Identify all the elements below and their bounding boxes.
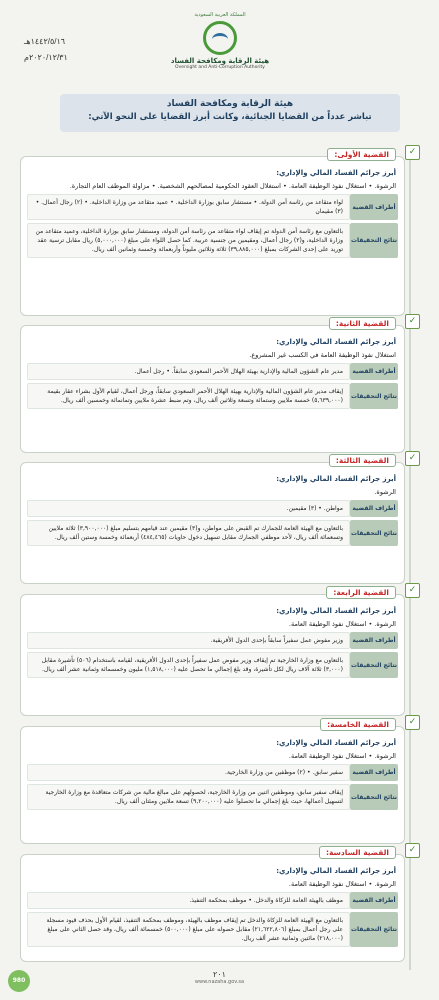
crimes-heading: أبرز جرائم الفساد المالي والإداري: <box>276 475 396 483</box>
page-number: ٢٠١ <box>213 970 226 979</box>
results-label: نتائج التحقيقات <box>350 784 398 810</box>
crimes-list: الرشوة. • استغلال نفوذ الوظيفة العامة. <box>288 620 396 628</box>
parties-value: سفير سابق. • (٢) موظفين من وزارة الخارجية. <box>27 764 350 781</box>
case-card <box>20 717 417 844</box>
banner-title: هيئة الرقابة ومكافحة الفساد <box>166 99 294 109</box>
date-hijri: ١٤٤٢/٥/١٦هـ <box>24 37 66 46</box>
case-card <box>20 147 417 316</box>
case-title: القضية السادسة: <box>319 846 396 859</box>
checkbox-icon: ✓ <box>405 843 420 858</box>
results-value: بالتعاون مع الهيئة العامة للزكاة والدخل تم إيقاف موظف بالهيئة، وموظف بمحكمة التنفيذ، لقيام الأول بحذف قيود مسجلة على رجل أعمال بمبلغ (٢١,٦٢٢,٨٠٦) مقابل حصوله على مبلغ (٥٠٠,٠٠٠) خمسمائة ألف ريال، وقد حصل الثاني على مبلغ (٢١٨,٠٠٠) مائتين وثمانية عشر ألف ريال. <box>27 912 350 947</box>
parties-value: لواء متقاعد من رئاسة أمن الدولة. • مستشار سابق بوزارة الداخلية. • عميد متقاعد من وزارة الداخلية. • (٢) رجال أعمال. • (٣) مقيمان <box>27 194 350 220</box>
parties-label: أطراف القضية <box>350 892 398 909</box>
crimes-list: استغلال نفوذ الوظيفة العامة في الكسب غير المشروع. <box>249 351 396 359</box>
case-card <box>20 453 417 584</box>
results-row <box>27 223 398 258</box>
crimes-list: الرشوة. • استغلال نفوذ الوظيفة العامة. • استغلال العقود الحكومية لمصالحهم الشخصية. • مزاولة الموظف العام التجارة. <box>69 182 396 190</box>
parties-value: وزير مفوض عمل سفيراً سابقاً بإحدى الدول الأفريقية. <box>27 632 350 649</box>
page-header <box>0 0 439 88</box>
crimes-list: الرشوة. • استغلال نفوذ الوظيفة العامة. <box>288 880 396 888</box>
results-value: بالتعاون مع وزارة الخارجية تم إيقاف وزير مفوض عمل سفيراً بإحدى الدول الأفريقية، لقيامه باستخدام (٥٠٦) تأشيرة مقابل (٣,٠٠٠) ثلاثة آلاف ريال لكل تأشيرة، وقد بلغ إجمالي ما تحصل عليه (١,٥١٨,٠٠٠) مليون وخمسمائة وثمانية عشر ألف ريال. <box>27 652 350 678</box>
logo-top-text: المملكة العربية السعودية <box>194 12 246 18</box>
results-label: نتائج التحقيقات <box>350 383 398 409</box>
nazaha-logo <box>168 12 272 82</box>
checkbox-icon: ✓ <box>405 583 420 598</box>
results-label: نتائج التحقيقات <box>350 652 398 678</box>
parties-label: أطراف القضية <box>350 764 398 781</box>
date-block <box>24 34 68 66</box>
page-footer <box>0 970 439 985</box>
results-row <box>27 784 398 810</box>
case-title: القضية الخامسة: <box>320 718 396 731</box>
crimes-heading: أبرز جرائم الفساد المالي والإداري: <box>276 169 396 177</box>
case-card <box>20 845 417 962</box>
crimes-heading: أبرز جرائم الفساد المالي والإداري: <box>276 867 396 875</box>
checkbox-icon: ✓ <box>405 451 420 466</box>
case-title: القضية الثالثة: <box>329 454 396 467</box>
checkbox-icon: ✓ <box>405 715 420 730</box>
date-gregorian: ٢٠٢٠/١٢/٣١م <box>24 53 68 62</box>
results-value: إيقاف سفير سابق، وموظفين اثنين من وزارة الخارجية، لحصولهم على مبالغ مالية من شركات متعاقدة مع وزارة الخارجية لتسهيل أعمالها، حيث بلغ إجمالي ما تحصلوا عليه (٩,٢٠٠,٠٠٠) تسعة ملايين ومئتان ألف ريال. <box>27 784 350 810</box>
results-value: بالتعاون مع رئاسة أمن الدولة تم إيقاف لواء متقاعد من رئاسة أمن الدولة، ومستشار سابق بوزارة الداخلية، وعميد متقاعد من وزارة الداخلية، و(٢) رجال أعمال، ومقيمين من جنسية عربية. كما حصل اللواء على مبلغ (٥,٠٠٠,٠٠٠) ريال مقابل ترسية عقد توريد على إحدى الشركات بمبلغ (٣٩,٨٨٥,٠٠٠) ثلاثة وثلاثين مليوناً وأربعمائة وخمسة وثمانين ألف ريال. <box>27 223 350 258</box>
hotline-badge[interactable]: 980 <box>8 970 30 992</box>
parties-row <box>27 892 398 909</box>
parties-value: مواطن. • (٣) مقيمين. <box>27 500 350 517</box>
results-row <box>27 652 398 678</box>
results-row <box>27 912 398 947</box>
crimes-heading: أبرز جرائم الفساد المالي والإداري: <box>276 338 396 346</box>
case-title: القضية الرابعة: <box>326 586 396 599</box>
checkbox-icon: ✓ <box>405 145 420 160</box>
nazaha-emblem-icon <box>203 21 237 55</box>
parties-label: أطراف القضية <box>350 363 398 380</box>
parties-label: أطراف القضية <box>350 632 398 649</box>
crimes-heading: أبرز جرائم الفساد المالي والإداري: <box>276 607 396 615</box>
checkbox-icon: ✓ <box>405 314 420 329</box>
parties-row <box>27 764 398 781</box>
parties-row <box>27 363 398 380</box>
results-value: إيقاف مدير عام الشؤون المالية والإدارية بهيئة الهلال الأحمر السعودي سابقاً، ورجل أعمال، لقيام الأول بشراء عقار بقيمة (٥,٦٣٩,٠٠٠) خمسة ملايين وستمائة وتسعة وثلاثين ألف ريال، وتم ضبط عشرة ملايين وتمانمائة وخمسين ألف ريال. <box>27 383 350 409</box>
org-name-en: Oversight and Anti-Corruption Authority <box>175 65 265 70</box>
results-row <box>27 520 398 546</box>
case-title: القضية الأولى: <box>327 148 396 161</box>
results-label: نتائج التحقيقات <box>350 912 398 947</box>
crimes-list: الرشوة. <box>374 488 396 496</box>
crimes-list: الرشوة. • استغلال نفوذ الوظيفة العامة. <box>288 752 396 760</box>
results-value: بالتعاون مع الهيئة العامة للجمارك تم القبض على مواطن، و(٣) مقيمين عند قيامهم بتسليم مبلغ (٣,٩٠٠,٠٠٠) ثلاثة ملايين وتسعمائة ألف ريال، لأحد موظفي الجمارك مقابل تسهيل دخول حاويات (٤٨٤,٤٦٥) أربعمائة وخمسة وستين ألف ريال. <box>27 520 350 546</box>
case-title: القضية الثانية: <box>329 317 396 330</box>
parties-row <box>27 194 398 220</box>
crimes-heading: أبرز جرائم الفساد المالي والإداري: <box>276 739 396 747</box>
parties-value: مدير عام الشؤون المالية والإدارية بهيئة الهلال الأحمر السعودي سابقاً. • رجل أعمال. <box>27 363 350 380</box>
results-label: نتائج التحقيقات <box>350 223 398 258</box>
banner-subtitle: تباشر عدداً من القضايا الجنائية، وكانت أبرز القضايا على النحو الآتي: <box>88 112 372 122</box>
results-row <box>27 383 398 409</box>
intro-banner <box>60 94 400 132</box>
parties-row <box>27 500 398 517</box>
parties-row <box>27 632 398 649</box>
case-card <box>20 585 417 716</box>
website-link[interactable]: www.nazaha.gov.sa <box>194 979 245 985</box>
results-label: نتائج التحقيقات <box>350 520 398 546</box>
parties-value: موظف بالهيئة العامة للزكاة والدخل. • موظف بمحكمة التنفيذ. <box>27 892 350 909</box>
parties-label: أطراف القضية <box>350 500 398 517</box>
org-name-ar: هيئة الرقابة ومكافحة الفساد <box>170 57 270 65</box>
case-card <box>20 316 417 453</box>
parties-label: أطراف القضية <box>350 194 398 220</box>
